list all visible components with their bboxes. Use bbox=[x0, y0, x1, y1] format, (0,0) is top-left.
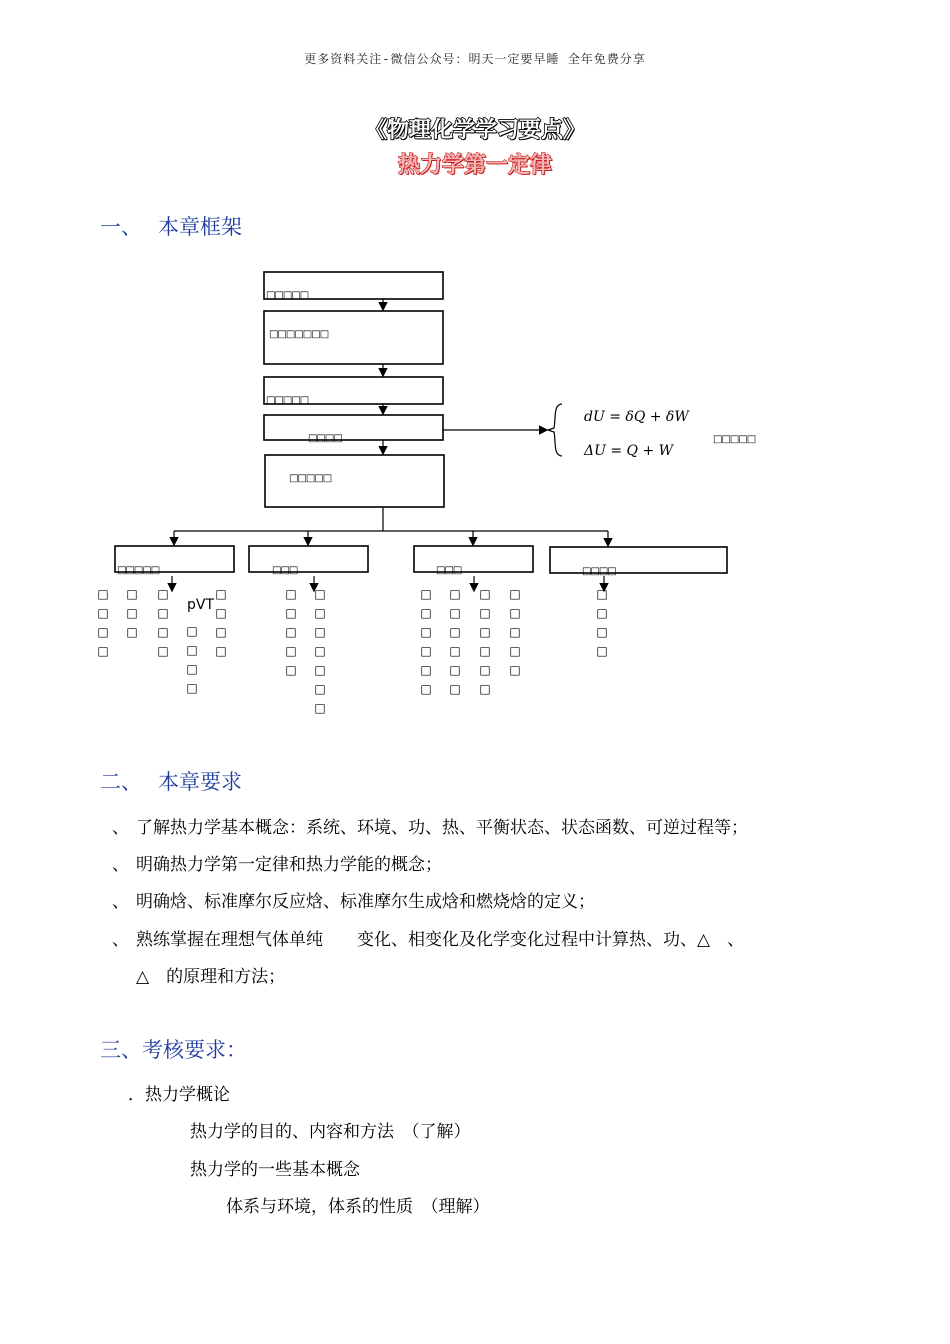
box-b2 bbox=[249, 546, 368, 572]
formula-differential: dU = δQ + δW bbox=[584, 409, 689, 425]
document-title: 《物理化学学习要点》 bbox=[364, 118, 585, 143]
section1-number: 一、 bbox=[100, 215, 142, 239]
exam-sub-3: 体系与环境，体系的性质 （理解） bbox=[226, 1197, 490, 1217]
box-b4 bbox=[550, 547, 727, 573]
vertical-mark-8: □ □ □ □ □ □ bbox=[420, 587, 432, 696]
vertical-mark-4: □ □ □ □ bbox=[186, 624, 198, 695]
vertical-mark-7: □ □ □ □ □ □ □ bbox=[314, 587, 326, 715]
vertical-mark-9: □ □ □ □ □ □ bbox=[449, 587, 461, 696]
bullet: 、 bbox=[112, 855, 129, 875]
document-subtitle: 热力学第一定律 bbox=[397, 153, 552, 178]
requirement-1 bbox=[112, 813, 748, 838]
section2-title: 本章要求 bbox=[158, 770, 242, 794]
formula-integral: ΔU = Q + W bbox=[584, 443, 674, 459]
exam-sub-2: 热力学的一些基本概念 bbox=[190, 1160, 360, 1180]
section1-title: 本章框架 bbox=[158, 215, 242, 239]
vertical-mark-2: □ □ □ bbox=[126, 587, 138, 639]
vertical-mark-6: □ □ □ □ □ bbox=[285, 587, 297, 677]
bullet: 、 bbox=[112, 818, 129, 838]
section2-number: 二、 bbox=[100, 770, 142, 794]
header-note: 更多资料关注-微信公众号：明天一定要早睡 全年免费分享 bbox=[304, 52, 646, 66]
requirement-4-text: 熟练掌握在理想气体单纯 变化、相变化及化学变化过程中计算热、功、△ 、 bbox=[136, 930, 745, 950]
box-b2-label: □□□ bbox=[272, 565, 298, 576]
vertical-mark-11: □ □ □ □ □ bbox=[509, 587, 521, 677]
bullet: 、 bbox=[112, 892, 129, 912]
bullet: 、 bbox=[112, 930, 129, 950]
box-b3-label: □□□ bbox=[436, 565, 462, 576]
box-b4-label: □□□□ bbox=[582, 566, 616, 577]
pvt-label: pVT bbox=[187, 597, 215, 613]
exam-item-1: ．热力学概论 bbox=[128, 1085, 230, 1105]
requirement-4 bbox=[112, 925, 744, 950]
requirement-1-text: 了解热力学基本概念：系统、环境、功、热、平衡状态、状态函数、可逆过程等； bbox=[136, 818, 748, 838]
box-3-label: □□□□□ bbox=[266, 395, 309, 406]
requirement-2 bbox=[112, 850, 442, 875]
box-b1-label: □□□□□ bbox=[117, 565, 160, 576]
requirement-3 bbox=[112, 887, 595, 912]
formula-brace bbox=[548, 404, 562, 456]
box-4-label: □□□□ bbox=[308, 433, 342, 444]
vertical-mark-3: □ □ □ □ bbox=[157, 587, 169, 658]
box-b3 bbox=[414, 546, 533, 572]
vertical-mark-5: □ □ □ □ bbox=[215, 587, 227, 658]
requirement-4-continuation: △ 的原理和方法； bbox=[136, 967, 286, 987]
formula-note: □□□□□ bbox=[713, 434, 756, 445]
vertical-mark-10: □ □ □ □ □ □ bbox=[479, 587, 491, 696]
requirement-2-text: 明确热力学第一定律和热力学能的概念； bbox=[136, 855, 442, 875]
box-2-label: □□□□□□□ bbox=[269, 329, 329, 340]
exam-sub-1: 热力学的目的、内容和方法 （了解） bbox=[190, 1122, 471, 1142]
vertical-mark-12: □ □ □ □ bbox=[596, 587, 608, 658]
section2-heading bbox=[100, 766, 242, 796]
box-5-label: □□□□□ bbox=[289, 473, 332, 484]
vertical-mark-1: □ □ □ □ bbox=[97, 587, 109, 658]
section3-heading: 三、考核要求： bbox=[100, 1038, 247, 1062]
box-4 bbox=[264, 415, 443, 440]
box-1-label: □□□□□ bbox=[266, 290, 309, 301]
requirement-3-text: 明确焓、标准摩尔反应焓、标准摩尔生成焓和燃烧焓的定义； bbox=[136, 892, 595, 912]
